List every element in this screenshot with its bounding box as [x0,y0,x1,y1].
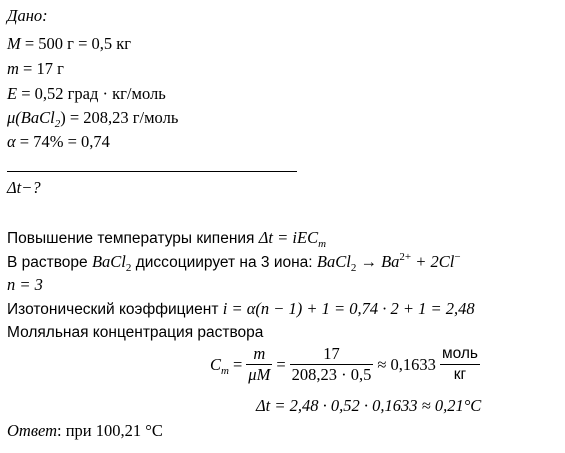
solution-var: BaCl [91,252,126,271]
reaction-subscript: 2 [350,262,357,274]
molality-formula [208,344,482,385]
fraction-denominator: кг [453,366,467,383]
given-subscript: 2 [54,118,61,130]
given-line-mass-solute [7,59,64,79]
answer-line [7,421,163,441]
given-var: μ(BaCl [7,108,55,127]
given-var: α [7,132,16,151]
solution-formula: i = α(n − 1) + 1 = 0,74 · 2 + 1 = 2,48 [222,299,475,318]
given-value: = 500 г = 0,5 кг [20,34,132,53]
given-divider [7,171,297,172]
given-value: = 17 г [18,59,64,78]
given-value: = 0,52 град · кг/моль [17,84,166,103]
given-value: ) = 208,23 г/моль [60,108,179,127]
solution-text: В растворе [7,254,92,271]
find-value: Δt−? [7,178,41,197]
solution-line-isotonic-coefficient [7,299,475,320]
fraction-numerator: m [246,344,272,365]
given-heading: Дано: [7,6,48,25]
fraction-denominator: 208,23 · 0,5 [291,365,372,384]
fraction-numerator: моль [440,344,480,365]
find-line [7,178,41,198]
given-line-ebullioscopic-constant [7,84,166,104]
reaction-product-ba: → Ba [356,252,400,271]
solution-text: Повышение температуры кипения [7,230,259,247]
solution-line-dissociation [7,252,461,273]
given-var: m [7,59,19,78]
given-line-dissociation-degree [7,132,110,152]
answer-label: Ответ [7,421,58,440]
solution-line-ion-count: n = 3 [7,275,43,294]
delta-t-result: Δt = 2,48 · 0,52 · 0,1633 ≈ 0,21°C [256,396,482,415]
solution-text: диссоциирует на 3 иона: [131,254,317,271]
solution-formula: Δt = iEC [258,228,319,247]
reaction-charge-ba: 2+ [399,251,412,263]
fraction-units [440,344,480,385]
given-line-mass-solvent [7,34,131,54]
solution-subscript: 2 [125,262,132,274]
equals-sign: = [232,354,243,374]
given-var: E [7,84,18,103]
solution-subscript: m [318,238,327,250]
given-line-molar-mass [7,108,178,128]
solution-text: Изотонический коэффициент [7,301,223,318]
fraction-numeric [290,344,374,385]
solution-line-molality-heading: Моляльная концентрация раствора [7,324,264,341]
molality-lhs: $C_m$ [210,354,229,377]
reaction-charge-cl: − [454,251,461,263]
given-value: = 74% = 0,74 [15,132,110,151]
answer-text: : при 100,21 °С [57,421,163,440]
given-var: M [7,34,21,53]
approx-value: ≈ 0,1633 [377,354,436,374]
fraction-symbolic [246,344,272,385]
solution-line-boiling-rise [7,228,326,249]
reaction-product-cl: + 2Cl [411,252,455,271]
fraction-denominator: μM [248,365,271,384]
reaction-reactant: BaCl [316,252,351,271]
fraction-numerator: 17 [290,344,374,365]
equals-sign: = [276,354,286,374]
